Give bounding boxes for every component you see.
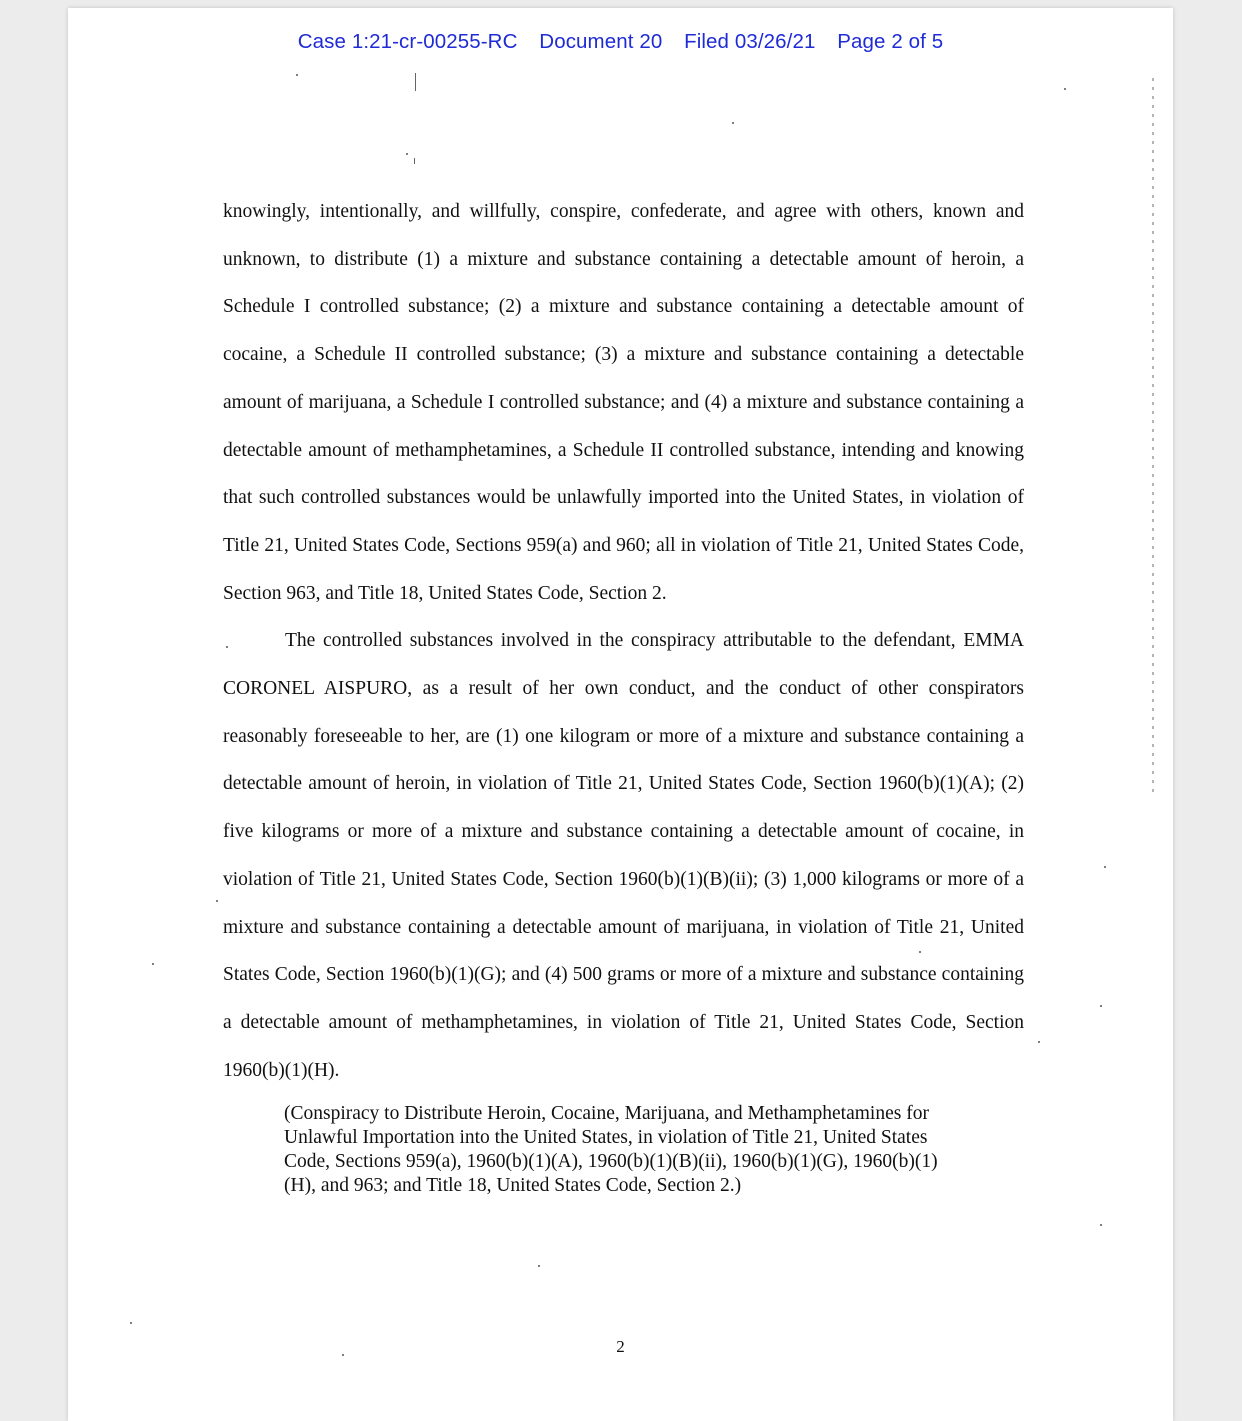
scan-speck xyxy=(538,1265,540,1267)
page-number: 2 xyxy=(616,1337,625,1356)
scan-speck xyxy=(1064,88,1066,90)
scan-speck xyxy=(1100,1005,1102,1007)
scan-speck xyxy=(152,963,154,965)
filed-date: Filed 03/26/21 xyxy=(684,30,816,53)
scan-edge-artifact xyxy=(1152,78,1154,793)
filing-header xyxy=(68,30,1173,54)
document-number: Document 20 xyxy=(539,30,663,53)
scan-speck xyxy=(1104,866,1106,868)
paragraph-controlled-substances: The controlled substances involved in the conspiracy attributable to the defendant, EMMA CORONEL AISPURO, as a result of her own conduct, and the conduct of other conspirators reasonably foreseeable to her, are (1) one kilogram or more of a mixture and substance containing a detectable amount of heroin, in violation of Title 21, United States Code, Section 1960(b)(1)(A); (2) five kilograms or more of a mixture and substance containing a detectable amount of cocaine, in violation of Title 21, United States Code, Section 1960(b)(1)(B)(ii); (3) 1,000 kilograms or more of a mixture and substance containing a detectable amount of marijuana, in violation of Title 21, United States Code, Section 1960(b)(1)(G); and (4) 500 grams or more of a mixture and substance containing a detectable amount of methamphetamines, in violation of Title 21, United States Code, Section 1960(b)(1)(H). xyxy=(223,630,1024,1081)
scan-speck xyxy=(1100,1224,1102,1226)
page-indicator: Page 2 of 5 xyxy=(837,30,944,53)
scan-speck xyxy=(296,74,298,76)
statutory-citation: (Conspiracy to Distribute Heroin, Cocaine, Marijuana, and Methamphetamines for Unlawful Importation into the United States, in violation of Title 21, United States Code, Sections 959(a), 1960(b)(1)(A), 1960(b)(1)(B)(ii), 1960(b)(1)(G), 1960(b)(1)(H), and 963; and Title 18, United States Code, Section 2.) xyxy=(284,1103,938,1196)
scan-speck xyxy=(732,122,734,124)
document-page xyxy=(68,8,1173,1421)
scan-mark xyxy=(414,158,415,164)
scan-mark xyxy=(415,73,416,91)
case-number: Case 1:21-cr-00255-RC xyxy=(297,30,518,53)
scan-speck xyxy=(1038,1041,1040,1043)
scan-speck xyxy=(216,900,218,902)
scan-speck xyxy=(406,153,408,155)
paragraph-conspiracy-charge: knowingly, intentionally, and willfully, conspire, confederate, and agree with others, known and unknown, to distribute (1) a mixture and substance containing a detectable amount of heroin, a Schedule I controlled substance; (2) a mixture and substance containing a detectable amount of cocaine, a Schedule II controlled substance; (3) a mixture and substance containing a detectable amount of marijuana, a Schedule I controlled substance; and (4) a mixture and substance containing a detectable amount of methamphetamines, a Schedule II controlled substance, intending and knowing that such controlled substances would be unlawfully imported into the United States, in violation of Title 21, United States Code, Sections 959(a) and 960; all in violation of Title 21, United States Code, Section 963, and Title 18, United States Code, Section 2. xyxy=(223,201,1024,604)
body-text xyxy=(223,188,1024,1094)
scan-speck xyxy=(130,1322,132,1324)
